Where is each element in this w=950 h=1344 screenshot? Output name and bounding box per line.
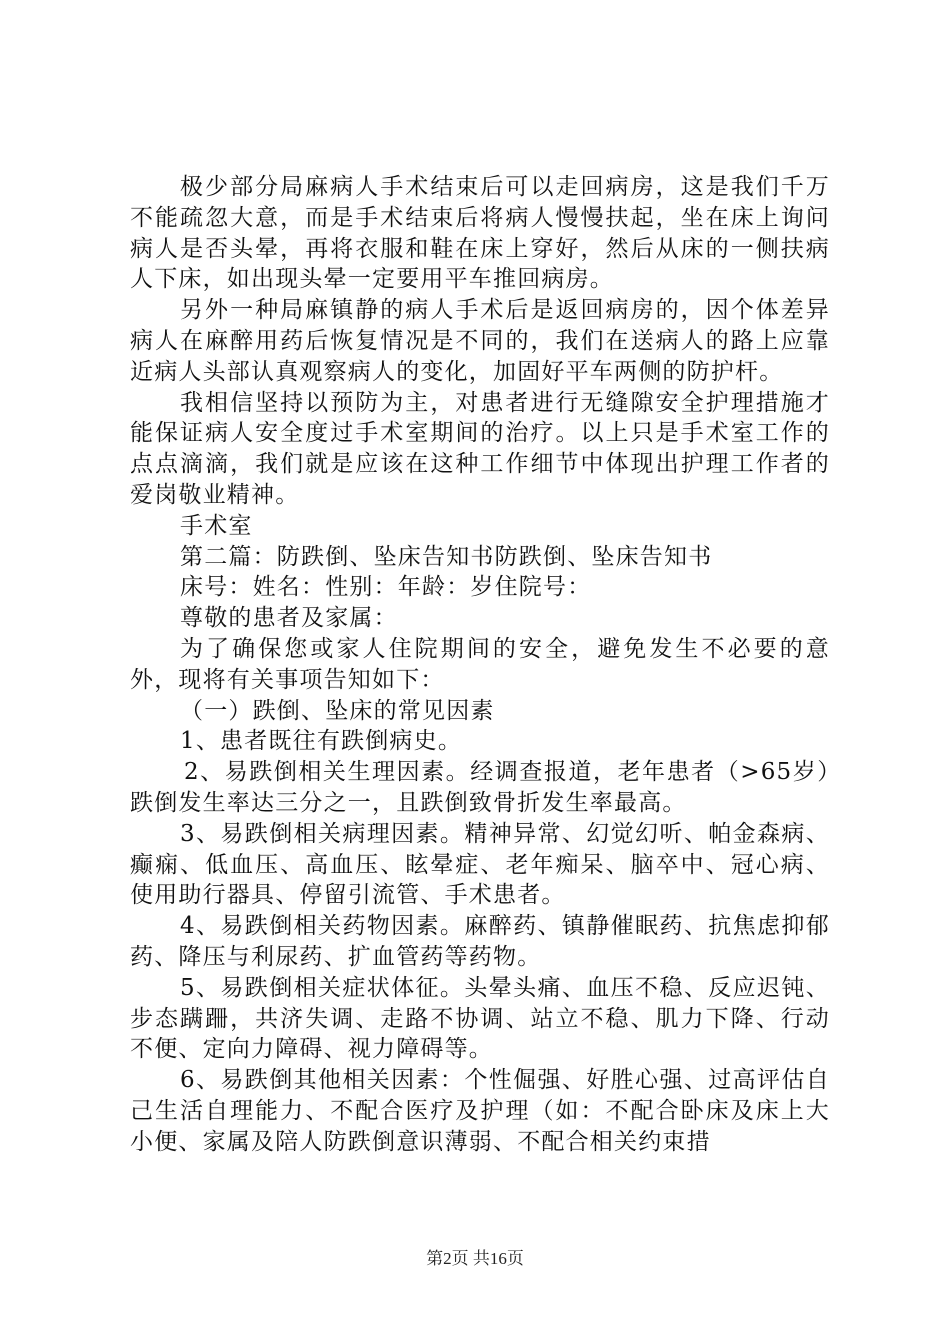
- paragraph-2: 另外一种局麻镇静的病人手术后是返回病房的，因个体差异病人在麻醉用药后恢复情况是不同的，我们在送病人的路上应靠近病人头部认真观察病人的变化，加固好平车两侧的防护杆。: [130, 297, 830, 385]
- paragraph-1: 极少部分局麻病人手术结束后可以走回病房，这是我们千万不能疏忽大意，而是手术结束后将病人慢慢扶起，坐在床上询问病人是否头晕，再将衣服和鞋在床上穿好，然后从床的一侧扶病人下床，如出现头晕一定要用平车推回病房。: [130, 174, 830, 293]
- salutation: 尊敬的患者及家属：: [180, 605, 398, 632]
- paragraph-3: 我相信坚持以预防为主，对患者进行无缝隙安全护理措施才能保证病人安全度过手术室期间的治疗。以上只是手术室工作的点点滴滴，我们就是应该在这种工作细节中体现出护理工作者的爱岗敬业精神。: [130, 389, 830, 508]
- list-item-1: 1、患者既往有跌倒病史。: [180, 728, 463, 755]
- subsection-heading: （一）跌倒、坠床的常见因素: [180, 697, 495, 724]
- list-item-3: 3、易跌倒相关病理因素。精神异常、幻觉幻听、帕金森病、癫痫、低血压、高血压、眩晕症、老年痴呆、脑卒中、冠心病、使用助行器具、停留引流管、手术患者。: [130, 820, 830, 909]
- list-item-2: 2、易跌倒相关生理因素。经调查报道，老年患者（>65岁）跌倒发生率达三分之一，且跌倒致骨折发生率最高。: [130, 759, 830, 816]
- signature-department: 手术室: [180, 512, 253, 539]
- intro-paragraph: 为了确保您或家人住院期间的安全，避免发生不必要的意外，现将有关事项告知如下：: [130, 635, 830, 693]
- document-body: [130, 172, 830, 1158]
- page-footer: 第2页 共16页: [426, 1249, 524, 1268]
- section-title: 第二篇：防跌倒、坠床告知书防跌倒、坠床告知书: [180, 543, 713, 570]
- list-item-5: 5、易跌倒相关症状体征。头晕头痛、血压不稳、反应迟钝、步态蹒跚，共济失调、走路不协调、站立不稳、肌力下降、行动不便、定向力障碍、视力障碍等。: [130, 974, 830, 1063]
- patient-info-line: 床号：姓名：性别：年龄：岁住院号：: [180, 574, 592, 601]
- list-item-4: 4、易跌倒相关药物因素。麻醉药、镇静催眠药、抗焦虑抑郁药、降压与利尿药、扩血管药等药物。: [130, 913, 830, 970]
- list-item-6: 6、易跌倒其他相关因素：个性倔强、好胜心强、过高评估自己生活自理能力、不配合医疗及护理（如：不配合卧床及床上大小便、家属及陪人防跌倒意识薄弱、不配合相关约束措: [130, 1067, 830, 1155]
